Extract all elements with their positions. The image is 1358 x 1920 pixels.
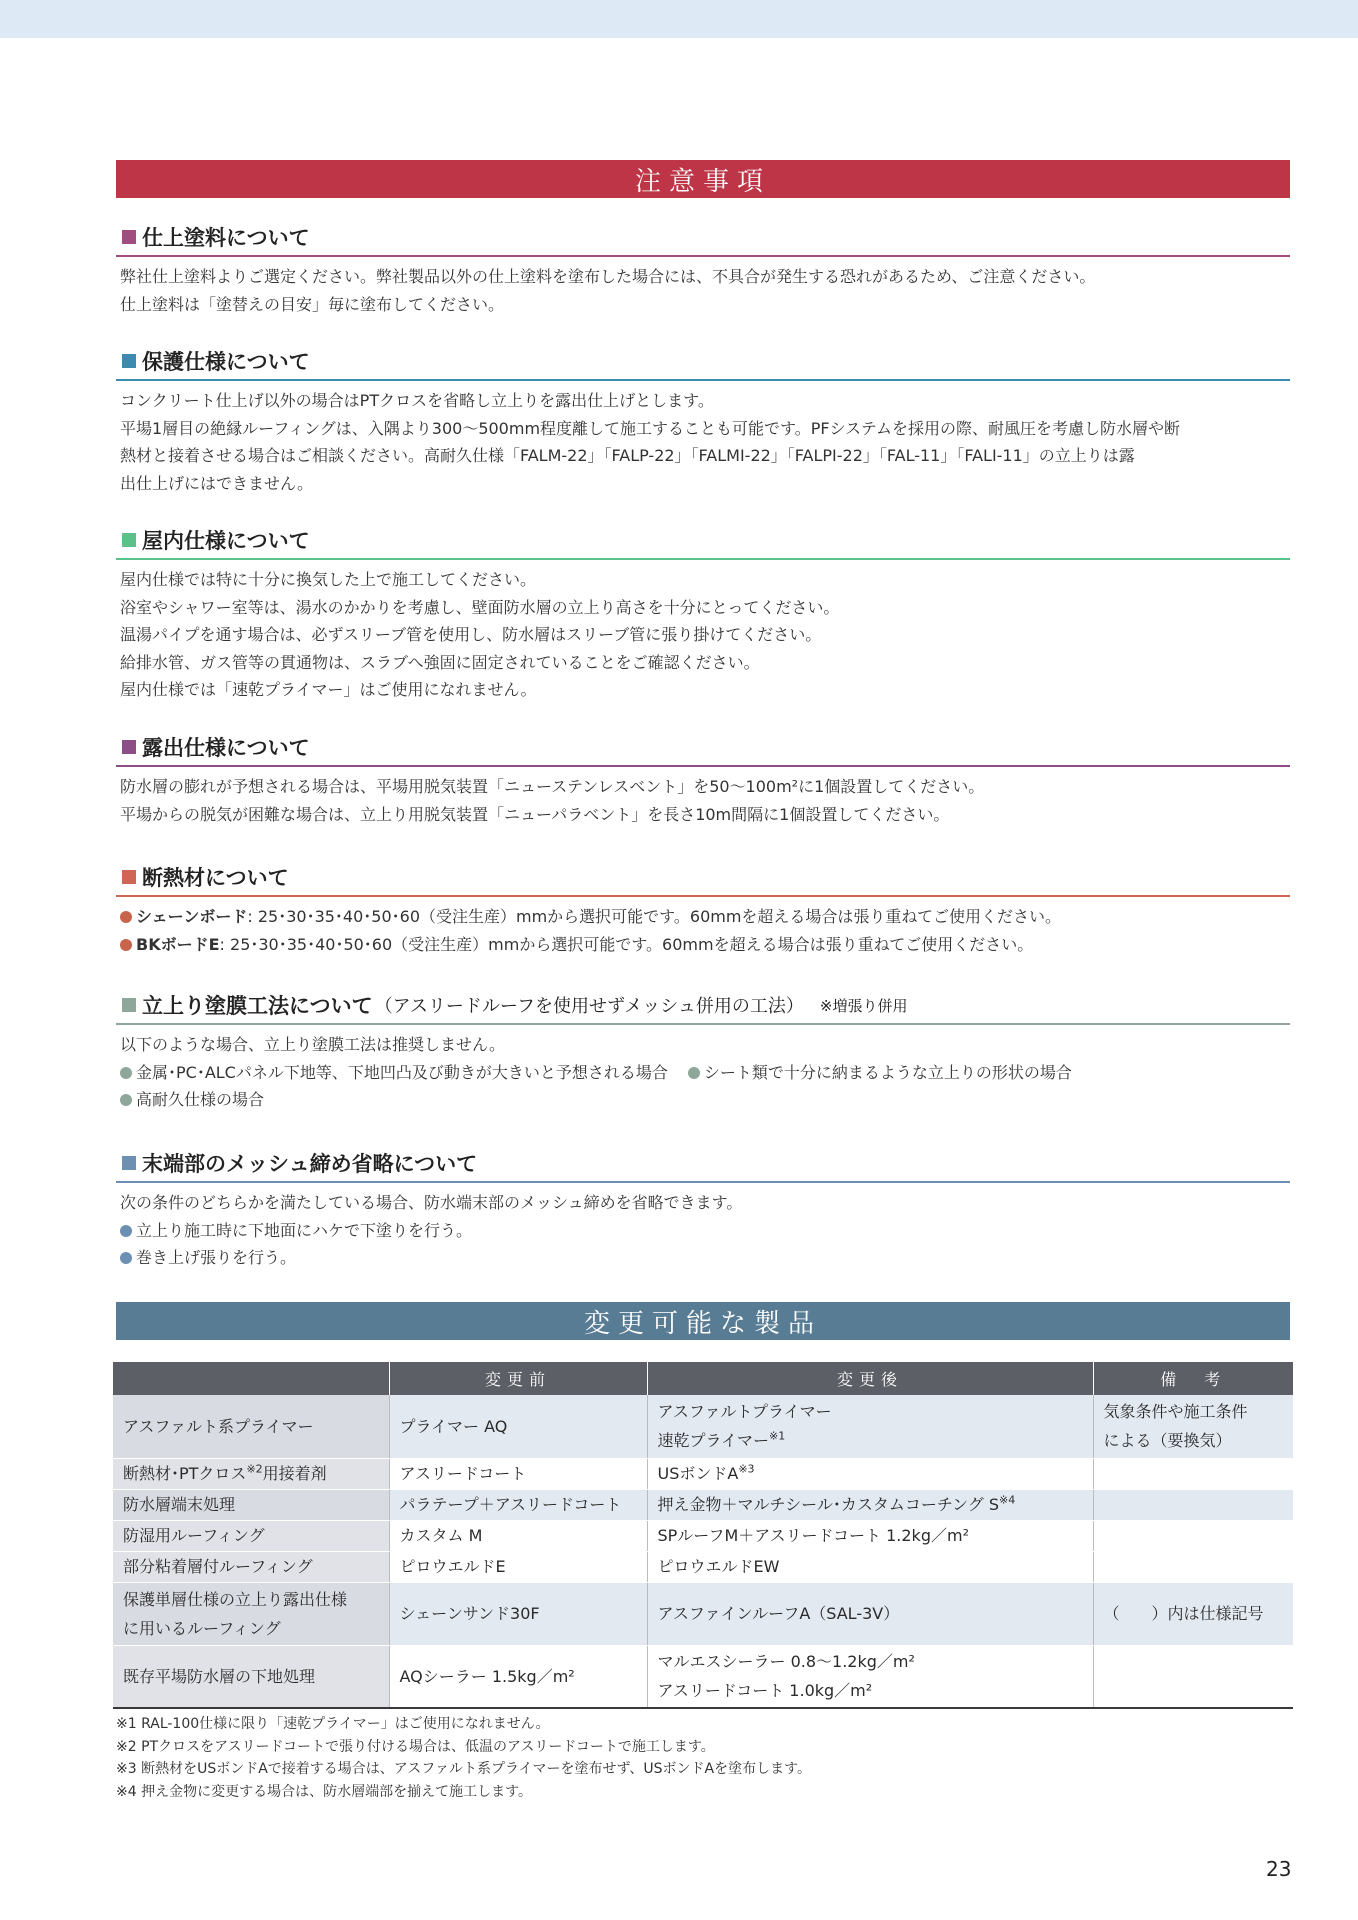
- top-band: [0, 0, 1358, 38]
- table-row: [113, 1489, 1293, 1520]
- body-line: 浴室やシャワー室等は、湯水のかかりを考慮し、壁面防水層の立上り高さを十分にとってください。: [120, 597, 840, 617]
- cell-line: AQシーラー 1.5kg／m²: [399, 1666, 575, 1686]
- header-remark: 備 考: [1093, 1362, 1293, 1395]
- header-item: [113, 1362, 389, 1395]
- cell-before: [389, 1489, 647, 1520]
- insulation-item: [120, 903, 1290, 931]
- cell-before: [389, 1458, 647, 1489]
- item-text: : 25･30･35･40･50･60（受注生産）mmから選択可能です。60mmを超える場合は張り重ねてご使用ください。: [219, 934, 1034, 954]
- bullet-dot-icon: [120, 1094, 132, 1106]
- section-upright-coating: [116, 990, 1290, 1114]
- table-header-row: [113, 1362, 1293, 1395]
- cell-item: [113, 1645, 389, 1708]
- cell-before: [389, 1520, 647, 1551]
- footnote-marker: ※3: [738, 1462, 755, 1476]
- lead-text: 次の条件のどちらかを満たしている場合、防水端末部のメッシュ締めを省略できます。: [120, 1193, 743, 1212]
- cell-item: [113, 1489, 389, 1520]
- body-line: 平場からの脱気が困難な場合は、立上り用脱気装置「ニューパラベント」を長さ10m間隔に1個設置してください。: [120, 804, 950, 824]
- footnote: ※1 RAL-100仕様に限り「速乾プライマー」はご使用になれません。: [116, 1716, 550, 1732]
- section-title-text: 仕上塗料について: [142, 226, 310, 250]
- section-body: [116, 897, 1290, 958]
- square-marker-icon: [122, 740, 136, 754]
- footnote-marker: ※1: [769, 1429, 786, 1443]
- cell-remark: [1093, 1395, 1293, 1458]
- section-body: [116, 381, 1290, 497]
- products-banner: 変更可能な製品: [116, 1302, 1290, 1340]
- cell-line: 保護単層仕様の立上り露出仕様: [123, 1589, 348, 1609]
- body-line: 温湯パイプを通す場合は、必ずスリーブ管を使用し、防水層はスリーブ管に張り掛けてください。: [120, 625, 822, 644]
- bullet-dot-icon: [120, 911, 132, 923]
- cell-line: （ ）内は仕様記号: [1103, 1604, 1264, 1623]
- cell-line: 既存平場防水層の下地処理: [123, 1666, 316, 1686]
- notice-banner: 注意事項: [116, 160, 1290, 198]
- lead-text: 以下のような場合、立上り塗膜工法は推奨しません。: [120, 1035, 505, 1054]
- cell-line: 速乾プライマー: [657, 1431, 770, 1451]
- bullet-text: シート類で十分に納まるような立上りの形状の場合: [703, 1062, 1072, 1082]
- cell-line: アスリードコート: [399, 1464, 527, 1483]
- table-row: [113, 1551, 1293, 1582]
- header-before: 変更前: [389, 1362, 647, 1395]
- bullet-text: 金属･PC･ALCパネル下地等、下地凹凸及び動きが大きいと予想される場合: [136, 1062, 668, 1082]
- cell-line: 防水層端末処理: [123, 1495, 236, 1514]
- cell-line: プライマー AQ: [399, 1416, 508, 1436]
- square-marker-icon: [122, 870, 136, 884]
- bullet-row: [120, 1217, 1290, 1245]
- section-title: [116, 732, 1290, 767]
- item-label: BKボードE: [136, 934, 220, 954]
- section-title: [116, 222, 1290, 257]
- section-title-text: 保護仕様について: [142, 350, 310, 374]
- bullet-dot-icon: [120, 939, 132, 951]
- footnote-marker: ※2: [246, 1462, 263, 1476]
- section-indoor: [116, 525, 1290, 704]
- cell-after: [647, 1582, 1093, 1645]
- cell-line: USボンドA: [657, 1464, 739, 1483]
- section-title-text: 屋内仕様について: [142, 529, 310, 553]
- section-insulation: [116, 862, 1290, 958]
- body-line: 給排水管、ガス管等の貫通物は、スラブへ強固に固定されていることをご確認ください。: [120, 652, 760, 672]
- cell-before: [389, 1582, 647, 1645]
- cell-line: 気象条件や施工条件: [1103, 1402, 1248, 1422]
- cell-line: 防湿用ルーフィング: [123, 1526, 265, 1545]
- header-after: 変更後: [647, 1362, 1093, 1395]
- bullet-dot-icon: [688, 1067, 700, 1079]
- bullet-text: 高耐久仕様の場合: [136, 1090, 265, 1109]
- section-title-text: 露出仕様について: [142, 736, 310, 760]
- footnote: ※3 断熱材をUSボンドAで接着する場合は、アスファルト系プライマーを塗布せず、USボンドAを塗布します。: [116, 1761, 812, 1777]
- section-title: [116, 346, 1290, 381]
- table-row: [113, 1458, 1293, 1489]
- section-body: [116, 257, 1290, 318]
- cell-item: [113, 1582, 389, 1645]
- bullet-row: [120, 1244, 1290, 1272]
- cell-line: シェーンサンド30F: [399, 1604, 540, 1623]
- cell-before: [389, 1395, 647, 1458]
- body-line: 弊社仕上塗料よりご選定ください。弊社製品以外の仕上塗料を塗布した場合には、不具合が発生する恐れがあるため、ご注意ください。: [120, 267, 1096, 286]
- item-text: : 25･30･35･40･50･60（受注生産）mmから選択可能です。60mmを超える場合は張り重ねてご使用ください。: [247, 907, 1062, 926]
- body-line: 熱材と接着させる場合はご相談ください。高耐久仕様「FALM-22」「FALP-22」「FALMI-22」「FALPI-22」「FAL-11」「FALI-11」の立上りは露: [120, 446, 1135, 465]
- section-finish-paint: [116, 222, 1290, 318]
- section-subtitle: （アスリードルーフを使用せずメッシュ併用の工法）: [374, 996, 804, 1017]
- cell-line: に用いるルーフィング: [123, 1618, 281, 1638]
- cell-line: 断熱材･PTクロス: [123, 1464, 247, 1483]
- cell-line: パラテープ＋アスリードコート: [399, 1495, 622, 1514]
- cell-item: [113, 1520, 389, 1551]
- cell-after: [647, 1520, 1093, 1551]
- cell-remark: [1093, 1520, 1293, 1551]
- page-number: 23: [1266, 1857, 1292, 1881]
- cell-line: ピロウエルドEW: [657, 1557, 780, 1576]
- section-note: ※増張り併用: [819, 996, 908, 1015]
- body-line: 防水層の膨れが予想される場合は、平場用脱気装置「ニューステンレスベント」を50〜100m²に1個設置してください。: [120, 777, 985, 796]
- body-line: 屋内仕様では特に十分に換気した上で施工してください。: [120, 570, 537, 589]
- section-mesh-omission: [116, 1148, 1290, 1272]
- cell-remark: [1093, 1458, 1293, 1489]
- cell-line: ピロウエルドE: [399, 1557, 506, 1576]
- bullet-dot-icon: [120, 1067, 132, 1079]
- table-row: [113, 1395, 1293, 1458]
- table-row: [113, 1582, 1293, 1645]
- section-title: [116, 525, 1290, 560]
- cell-line: 用接着剤: [262, 1464, 327, 1483]
- cell-remark: [1093, 1551, 1293, 1582]
- table-row: [113, 1520, 1293, 1551]
- body-line: 出仕上げにはできません。: [120, 473, 313, 493]
- cell-before: [389, 1645, 647, 1708]
- bullet-row: [120, 1086, 1290, 1114]
- section-exposed: [116, 732, 1290, 828]
- cell-after: [647, 1395, 1093, 1458]
- cell-after: [647, 1458, 1093, 1489]
- cell-line: アスリードコート 1.0kg／m²: [657, 1681, 873, 1701]
- section-title: [116, 1148, 1290, 1183]
- square-marker-icon: [122, 998, 136, 1012]
- cell-remark: [1093, 1489, 1293, 1520]
- cell-before: [389, 1551, 647, 1582]
- item-label: シェーンボード: [136, 907, 248, 926]
- cell-line: アスファルト系プライマー: [123, 1416, 314, 1436]
- cell-line: アスファインルーフA（SAL-3V）: [657, 1604, 900, 1623]
- cell-line: 押え金物＋マルチシール･カスタムコーチング S: [657, 1495, 999, 1514]
- cell-remark: [1093, 1582, 1293, 1645]
- bullet-dot-icon: [120, 1225, 132, 1237]
- square-marker-icon: [122, 354, 136, 368]
- cell-after: [647, 1645, 1093, 1708]
- body-line: コンクリート仕上げ以外の場合はPTクロスを省略し立上りを露出仕上げとします。: [120, 391, 714, 410]
- section-protection: [116, 346, 1290, 497]
- cell-remark: [1093, 1645, 1293, 1708]
- body-line: 平場1層目の絶縁ルーフィングは、入隅より300〜500mm程度離して施工することも可能です。PFシステムを採用の際、耐風圧を考慮し防水層や断: [120, 418, 1181, 438]
- section-title: [116, 990, 1290, 1025]
- cell-item: [113, 1395, 389, 1458]
- cell-line: SPルーフM＋アスリードコート 1.2kg／m²: [657, 1526, 969, 1545]
- section-title-text: 立上り塗膜工法について: [142, 994, 373, 1018]
- body-line: 仕上塗料は「塗替えの目安」毎に塗布してください。: [120, 294, 505, 314]
- cell-after: [647, 1489, 1093, 1520]
- body-line: 屋内仕様では「速乾プライマー」はご使用になれません。: [120, 680, 537, 699]
- cell-item: [113, 1551, 389, 1582]
- square-marker-icon: [122, 230, 136, 244]
- cell-line: 部分粘着層付ルーフィング: [123, 1557, 313, 1576]
- square-marker-icon: [122, 533, 136, 547]
- section-body: [116, 767, 1290, 828]
- bullet-row: [120, 1059, 1290, 1087]
- bullet-text: 立上り施工時に下地面にハケで下塗りを行う。: [136, 1220, 473, 1240]
- footnotes: [116, 1713, 811, 1803]
- cell-line: アスファルトプライマー: [657, 1402, 832, 1422]
- footnote-marker: ※4: [998, 1493, 1016, 1507]
- cell-after: [647, 1551, 1093, 1582]
- cell-line: マルエスシーラー 0.8〜1.2kg／m²: [657, 1652, 915, 1672]
- cell-item: [113, 1458, 389, 1489]
- section-body: [116, 1025, 1290, 1114]
- cell-line: による（要換気）: [1103, 1431, 1232, 1451]
- section-title: [116, 862, 1290, 897]
- table-row: [113, 1645, 1293, 1708]
- cell-line: カスタム M: [399, 1526, 483, 1545]
- section-body: [116, 1183, 1290, 1272]
- bullet-text: 巻き上げ張りを行う。: [136, 1248, 297, 1267]
- bullet-dot-icon: [120, 1252, 132, 1264]
- footnote: ※2 PTクロスをアスリードコートで張り付ける場合は、低温のアスリードコートで施工します。: [116, 1738, 715, 1755]
- insulation-item: [120, 931, 1290, 959]
- footnote: ※4 押え金物に変更する場合は、防水層端部を揃えて施工します。: [116, 1783, 532, 1800]
- section-title-text: 末端部のメッシュ締め省略について: [142, 1152, 478, 1176]
- square-marker-icon: [122, 1156, 136, 1170]
- products-table: [113, 1362, 1293, 1709]
- section-body: [116, 560, 1290, 704]
- section-title-text: 断熱材について: [142, 866, 289, 890]
